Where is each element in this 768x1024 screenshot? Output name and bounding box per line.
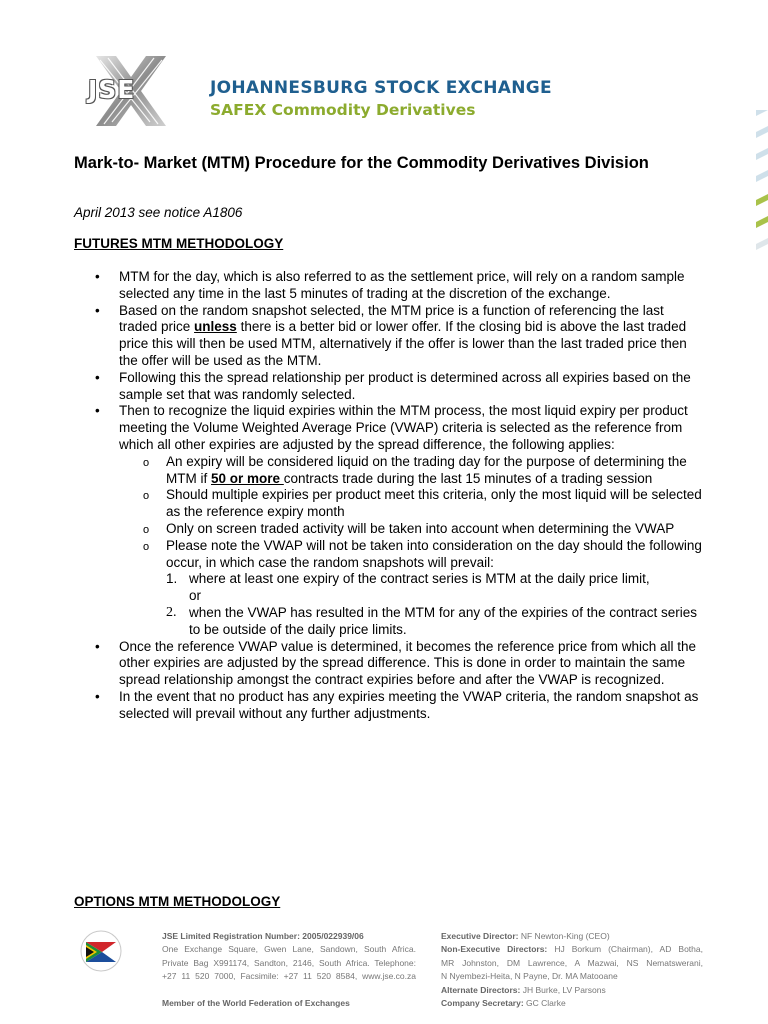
exec-label: Executive Director: <box>441 931 519 941</box>
emphasis-unless: unless <box>194 319 237 335</box>
sec-value: GC Clarke <box>526 998 566 1009</box>
numbered-item <box>74 605 704 639</box>
bullet-item <box>74 639 704 689</box>
bullet-item <box>74 403 704 453</box>
bullet-icon: • <box>95 403 100 419</box>
logo-mark-text: JSE <box>88 75 136 104</box>
bullet-text: Based on the random snapshot selected, the MTM price is a function of referencing the last traded price unless there is a better bid or lower offer. If the closing bid is above the last traded price this will then be used MTM, alternatively if the offer is lower than the last traded price then the offer will be used as the MTM. <box>119 302 687 368</box>
sub-bullet-text: An expiry will be considered liquid on the trading day for the purpose of determining the MTM if 50 or more contracts trade during the last 15 minutes of a trading session <box>166 453 687 486</box>
bullet-item <box>74 269 704 303</box>
address-line: Private Bag X991174, Sandton, 2146, South Africa. Telephone: <box>162 957 416 968</box>
jse-logo <box>76 56 552 126</box>
emphasis-threshold: 50 or more <box>211 470 284 486</box>
sa-emblem-icon <box>78 928 124 974</box>
nonexec-label: Non-Executive Directors: <box>441 944 548 955</box>
alt-value: JH Burke, LV Parsons <box>522 984 606 995</box>
futures-heading: FUTURES MTM METHODOLOGY <box>74 236 284 251</box>
item-number: 2. <box>166 604 177 620</box>
numbered-text: where at least one expiry of the contract series is MTM at the daily price limit, <box>189 571 650 587</box>
bullet-icon: • <box>95 269 100 284</box>
bullet-icon: • <box>95 638 100 654</box>
sub-bullet-item <box>74 454 704 488</box>
bullet-icon: • <box>95 688 100 704</box>
hollow-bullet-icon: o <box>143 490 150 503</box>
reg-label: JSE Limited Registration Number: <box>162 931 300 941</box>
sub-bullet-text: Please note the VWAP will not be taken into consideration on the day should the following occur, in which case the random snapshots will prevail: <box>166 537 702 570</box>
logo-exchange-name: JOHANNESBURG STOCK EXCHANGE <box>210 78 552 98</box>
bullet-item <box>74 303 704 370</box>
numbered-text: when the VWAP has resulted in the MTM for any of the expiries of the contract series to be outside of the daily price limits. <box>189 604 697 637</box>
footer-registration <box>162 930 416 984</box>
alt-label: Alternate Directors: <box>441 984 521 995</box>
bullet-text: In the event that no product has any expiries meeting the VWAP criteria, the random snapshot as selected will prevail without any further adjustments. <box>119 688 699 721</box>
exec-value: NF Newton-King (CEO) <box>520 931 610 941</box>
address-line: +27 11 520 7000, Facsimile: +27 11 520 8584, www.jse.co.za <box>162 971 416 982</box>
edge-stripes-icon <box>742 110 768 270</box>
hollow-bullet-icon: o <box>143 540 150 553</box>
options-heading: OPTIONS MTM METHODOLOGY <box>74 894 281 909</box>
sec-label: Company Secretary: <box>441 998 524 1009</box>
bullet-text: MTM for the day, which is also referred to as the settlement price, will rely on a random sample selected any time in the last 5 minutes of trading at the discretion of the exchange. <box>119 269 685 301</box>
bullet-text: Once the reference VWAP value is determined, it becomes the reference price from which all the other expiries are adjusted by the spread difference. This is done in order to maintain the same spread relationship amongst the contract expiries before and after the VWAP is recognized. <box>119 638 697 688</box>
logo-division-name: SAFEX Commodity Derivatives <box>210 101 476 119</box>
bullet-icon: • <box>95 302 100 318</box>
sub-bullet-text: Only on screen traded activity will be taken into account when determining the VWAP <box>166 520 675 536</box>
nonexec-line: N Nyembezi-Heita, N Payne, Dr. MA Matooane <box>441 971 618 982</box>
page-title: Mark-to- Market (MTM) Procedure for the Commodity Derivatives Division <box>74 154 649 172</box>
or-connector: or <box>189 588 202 604</box>
sub-bullet-item <box>74 538 704 572</box>
numbered-item <box>74 571 704 588</box>
bullet-text: Following this the spread relationship per product is determined across all expiries based on the sample set that was randomly selected. <box>119 369 691 402</box>
bullet-item <box>74 370 704 404</box>
sub-bullet-item <box>74 521 704 538</box>
hollow-bullet-icon: o <box>143 456 150 469</box>
bullet-icon: • <box>95 369 100 385</box>
hollow-bullet-icon: o <box>143 523 150 536</box>
nonexec-value: HJ Borkum (Chairman), AD Botha, <box>554 944 703 955</box>
nonexec-line: MR Johnston, DM Lawrence, A Mazwai, NS Nematswerani, <box>441 957 703 968</box>
item-number: 1. <box>166 571 178 587</box>
address-line: One Exchange Square, Gwen Lane, Sandown, South Africa. <box>162 944 416 955</box>
bullet-text: Then to recognize the liquid expiries within the MTM process, the most liquid expiry per product meeting the Volume Weighted Average Price (VWAP) criteria is selected as the reference from which all other expiries are adjusted by the spread difference, the following applies: <box>119 403 688 452</box>
footer-directors <box>441 930 703 1010</box>
bullet-item <box>74 689 704 723</box>
sub-bullet-text: Should multiple expiries per product meet this criteria, only the most liquid will be selected as the reference expiry month <box>166 487 702 520</box>
methodology-list <box>74 269 704 723</box>
sub-bullet-item <box>74 487 704 521</box>
reg-number: 2005/022939/06 <box>302 931 364 941</box>
footer-member: Member of the World Federation of Exchanges <box>162 998 350 1008</box>
dateline: April 2013 see notice A1806 <box>74 205 243 220</box>
